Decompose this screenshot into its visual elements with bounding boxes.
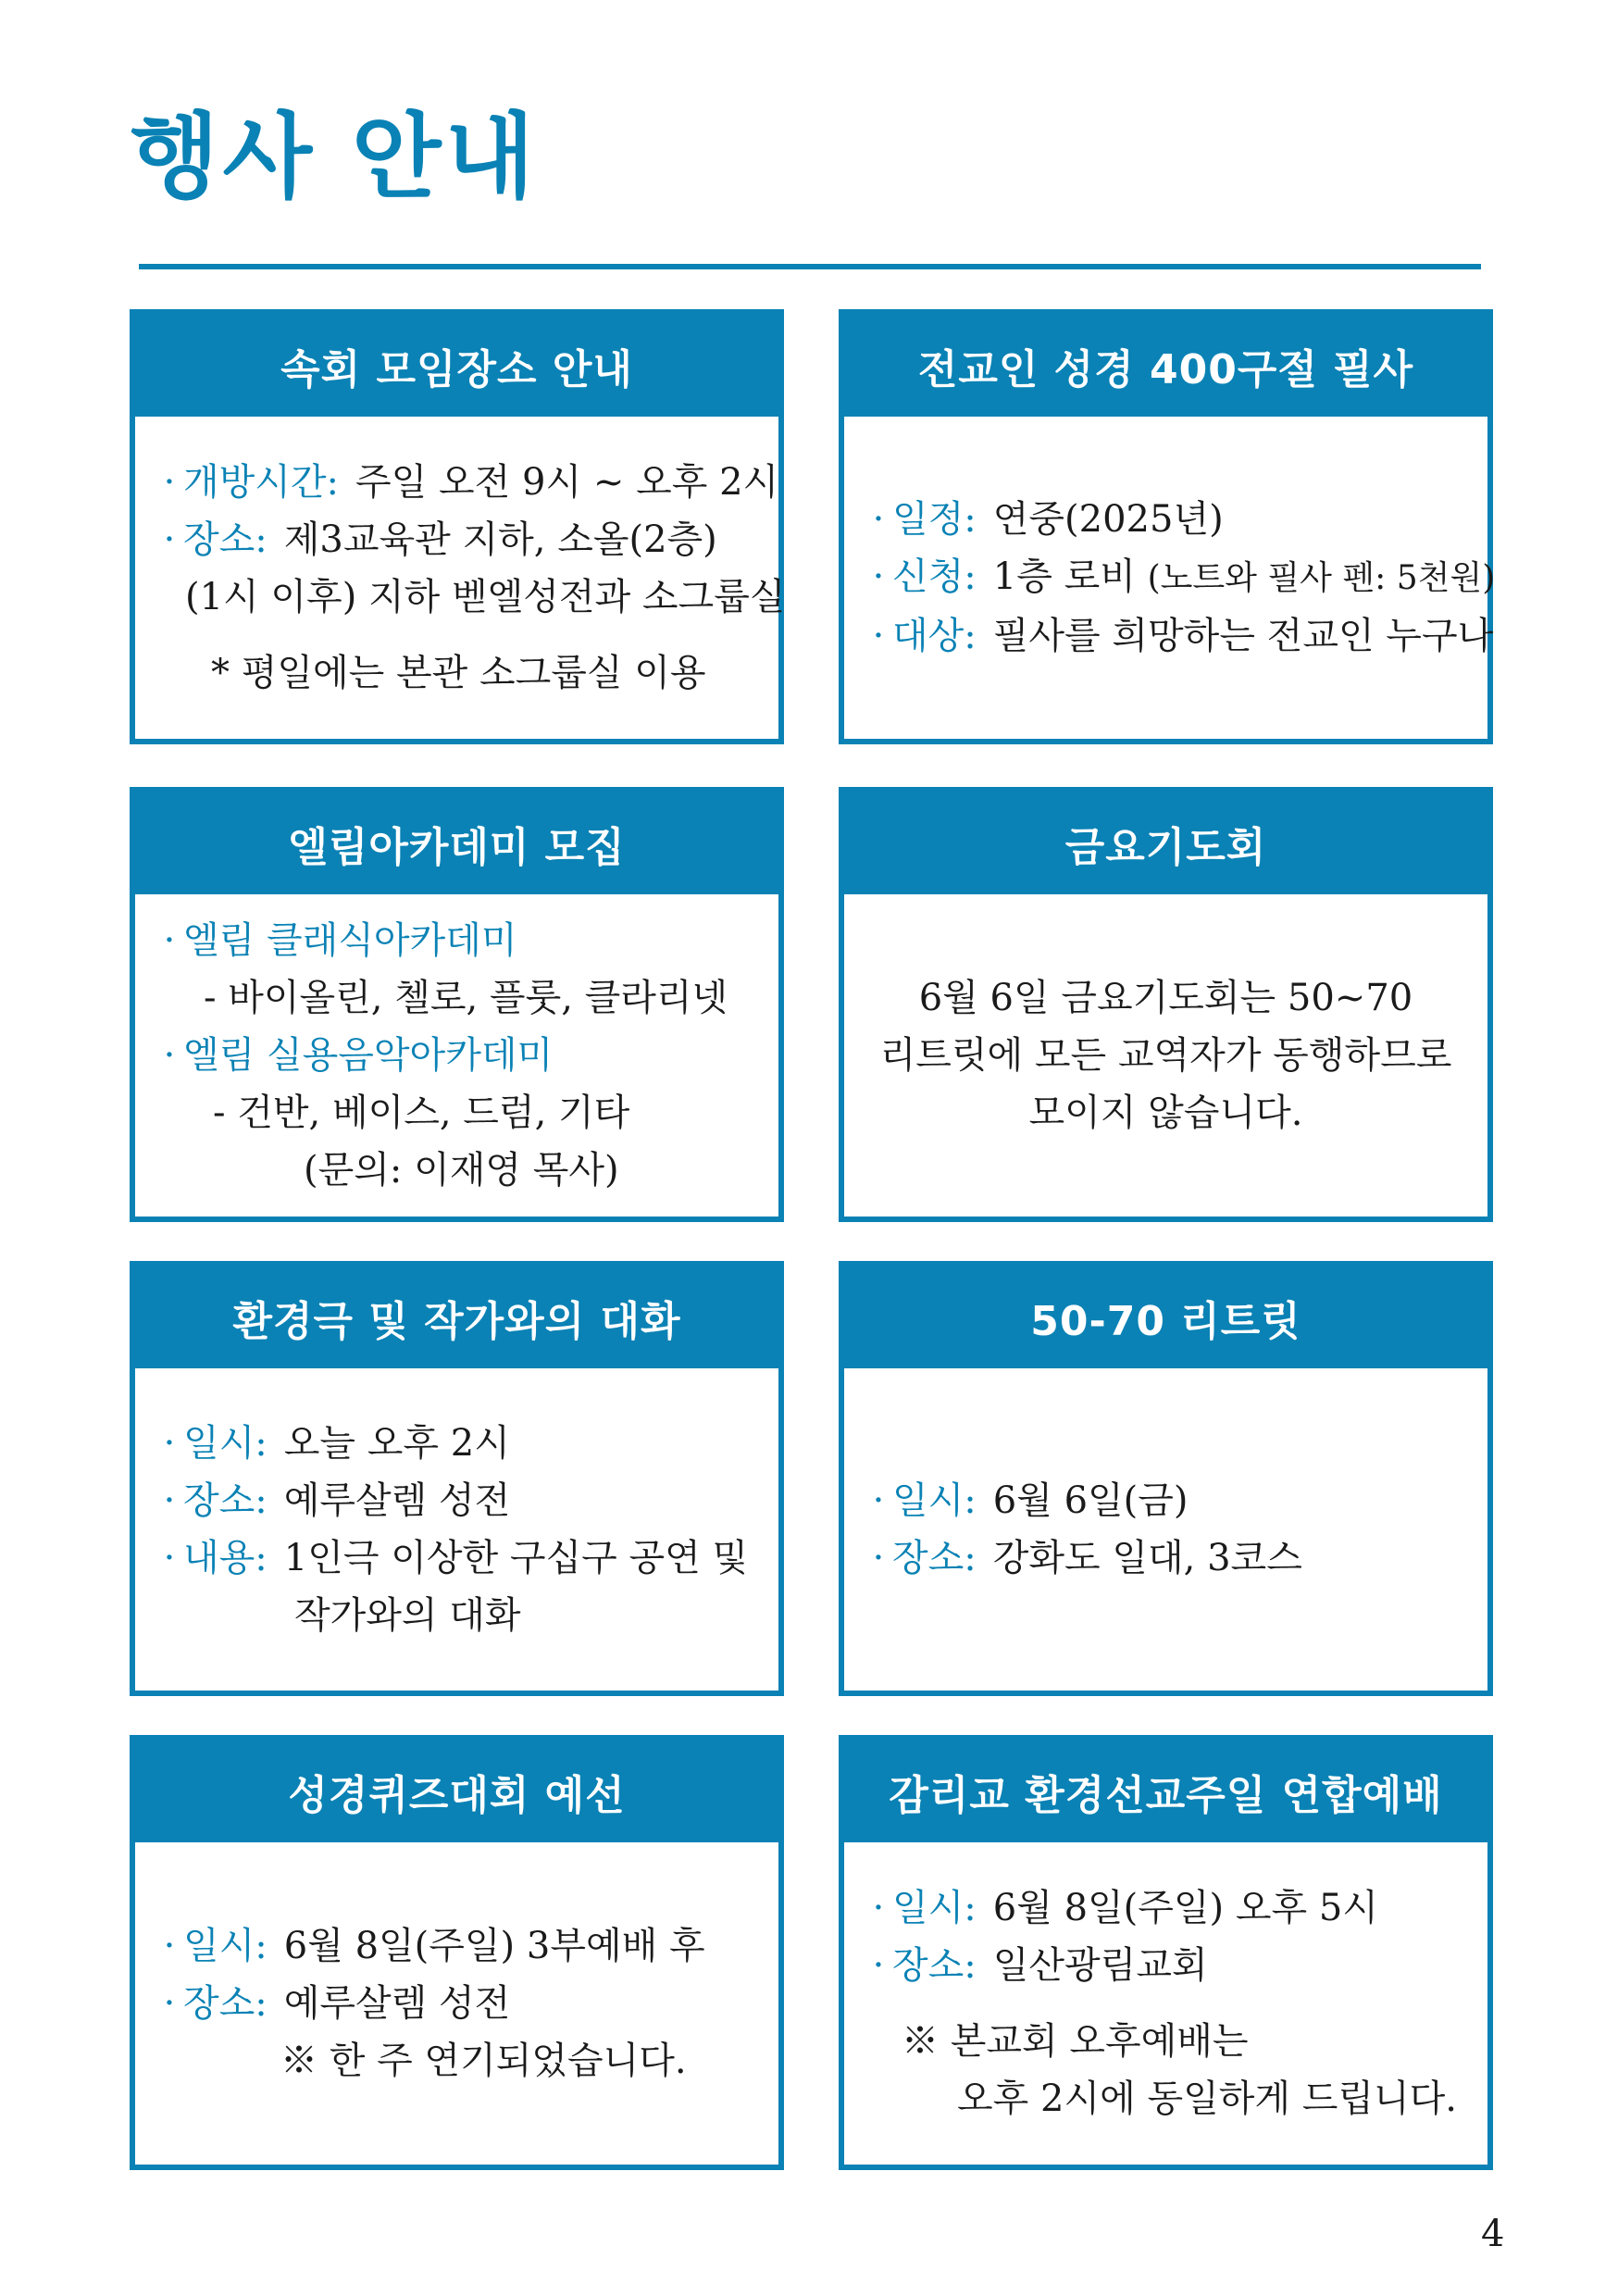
info-line: 모이지 않습니다. <box>1028 1092 1303 1134</box>
card-title: 50-70 리트릿 <box>844 1267 1487 1368</box>
info-line: · 엘림 실용음악아카데미 <box>163 1034 554 1077</box>
page-title: 행사 안내 <box>130 103 539 211</box>
info-label: 대상: <box>892 615 977 657</box>
info-line: - 건반, 베이스, 드럼, 기타 <box>213 1092 630 1134</box>
card-title: 전교인 성경 400구절 필사 <box>844 315 1487 417</box>
note-line: 오후 2시에 동일하게 드립니다. <box>957 2078 1457 2120</box>
info-label: 일시: <box>183 1925 268 1967</box>
card-academy <box>130 787 784 1222</box>
card-drama-talk <box>130 1261 784 1696</box>
info-line: · 장소: 제3교육관 지하, 소올(2층) <box>163 518 717 561</box>
card-title: 속회 모임장소 안내 <box>135 315 778 417</box>
info-line: · 장소: 예루살렘 성전 <box>163 1479 511 1522</box>
info-label: 신청: <box>892 555 977 598</box>
info-line: · 장소: 일산광림교회 <box>872 1944 1208 1987</box>
info-label: 개방시간: <box>183 461 340 504</box>
info-label: 장소: <box>183 1982 268 2025</box>
note-line: ※ 한 주 연기되었습니다. <box>280 2040 687 2082</box>
info-line: · 엘림 클래식아카데미 <box>163 919 517 962</box>
info-label: 일시: <box>892 1479 977 1522</box>
card-title: 금요기도회 <box>844 792 1487 894</box>
note-line: * 평일에는 본관 소그룹실 이용 <box>211 652 706 694</box>
info-line: - 바이올린, 첼로, 플룻, 클라리넷 <box>204 977 728 1019</box>
card-union-worship <box>839 1735 1493 2170</box>
info-line: · 일시: 6월 8일(주일) 3부예배 후 <box>163 1925 705 1967</box>
info-label: 엘림 클래식아카데미 <box>183 919 517 962</box>
info-line: · 장소: 예루살렘 성전 <box>163 1982 511 2025</box>
info-label: 일정: <box>892 498 977 541</box>
info-line: 리트릿에 모든 교역자가 동행하므로 <box>879 1034 1452 1077</box>
card-title: 환경극 및 작가와의 대화 <box>135 1267 778 1368</box>
info-label: 장소: <box>183 1479 268 1522</box>
info-line: (1시 이후) 지하 벧엘성전과 소그룹실 <box>185 576 786 618</box>
card-bible-copying <box>839 309 1496 744</box>
info-label: 장소: <box>892 1537 977 1579</box>
card-title: 감리교 환경선교주일 연합예배 <box>844 1741 1487 1842</box>
card-title: 엘림아카데미 모집 <box>135 792 778 894</box>
info-line: 작가와의 대화 <box>294 1594 521 1637</box>
card-bible-quiz <box>130 1735 784 2170</box>
card-meeting-place <box>130 309 784 744</box>
info-line: · 일시: 6월 6일(금) <box>872 1479 1189 1522</box>
card-title: 성경퀴즈대회 예선 <box>135 1741 778 1842</box>
info-line: · 개방시간: 주일 오전 9시 ~ 오후 2시 <box>163 461 779 504</box>
info-line: · 내용: 1인극 이상한 구십구 공연 및 <box>163 1537 749 1579</box>
info-line: · 신청: 1층 로비 (노트와 필사 펜: 5천원) <box>872 555 1496 598</box>
card-retreat <box>839 1261 1493 1696</box>
info-line: · 일시: 오늘 오후 2시 <box>163 1422 510 1465</box>
info-label: 엘림 실용음악아카데미 <box>183 1034 554 1077</box>
info-label: 장소: <box>892 1944 977 1987</box>
info-line: · 장소: 강화도 일대, 3코스 <box>872 1537 1302 1579</box>
card-friday-prayer <box>839 787 1493 1222</box>
info-label: 장소: <box>183 518 268 561</box>
note-line: ※ 본교회 오후예배는 <box>902 2020 1249 2063</box>
page-number: 4 <box>1481 2213 1505 2255</box>
info-line: · 일시: 6월 8일(주일) 오후 5시 <box>872 1887 1378 1929</box>
info-label: 일시: <box>892 1887 977 1929</box>
info-line: (문의: 이재영 목사) <box>304 1149 619 1192</box>
info-line: · 일정: 연중(2025년) <box>872 498 1224 541</box>
info-label: 일시: <box>183 1422 268 1465</box>
info-line: · 대상: 필사를 희망하는 전교인 누구나 <box>872 615 1494 657</box>
info-line: 6월 6일 금요기도회는 50~70 <box>918 977 1413 1019</box>
title-divider <box>139 264 1481 269</box>
info-label: 내용: <box>183 1537 268 1579</box>
